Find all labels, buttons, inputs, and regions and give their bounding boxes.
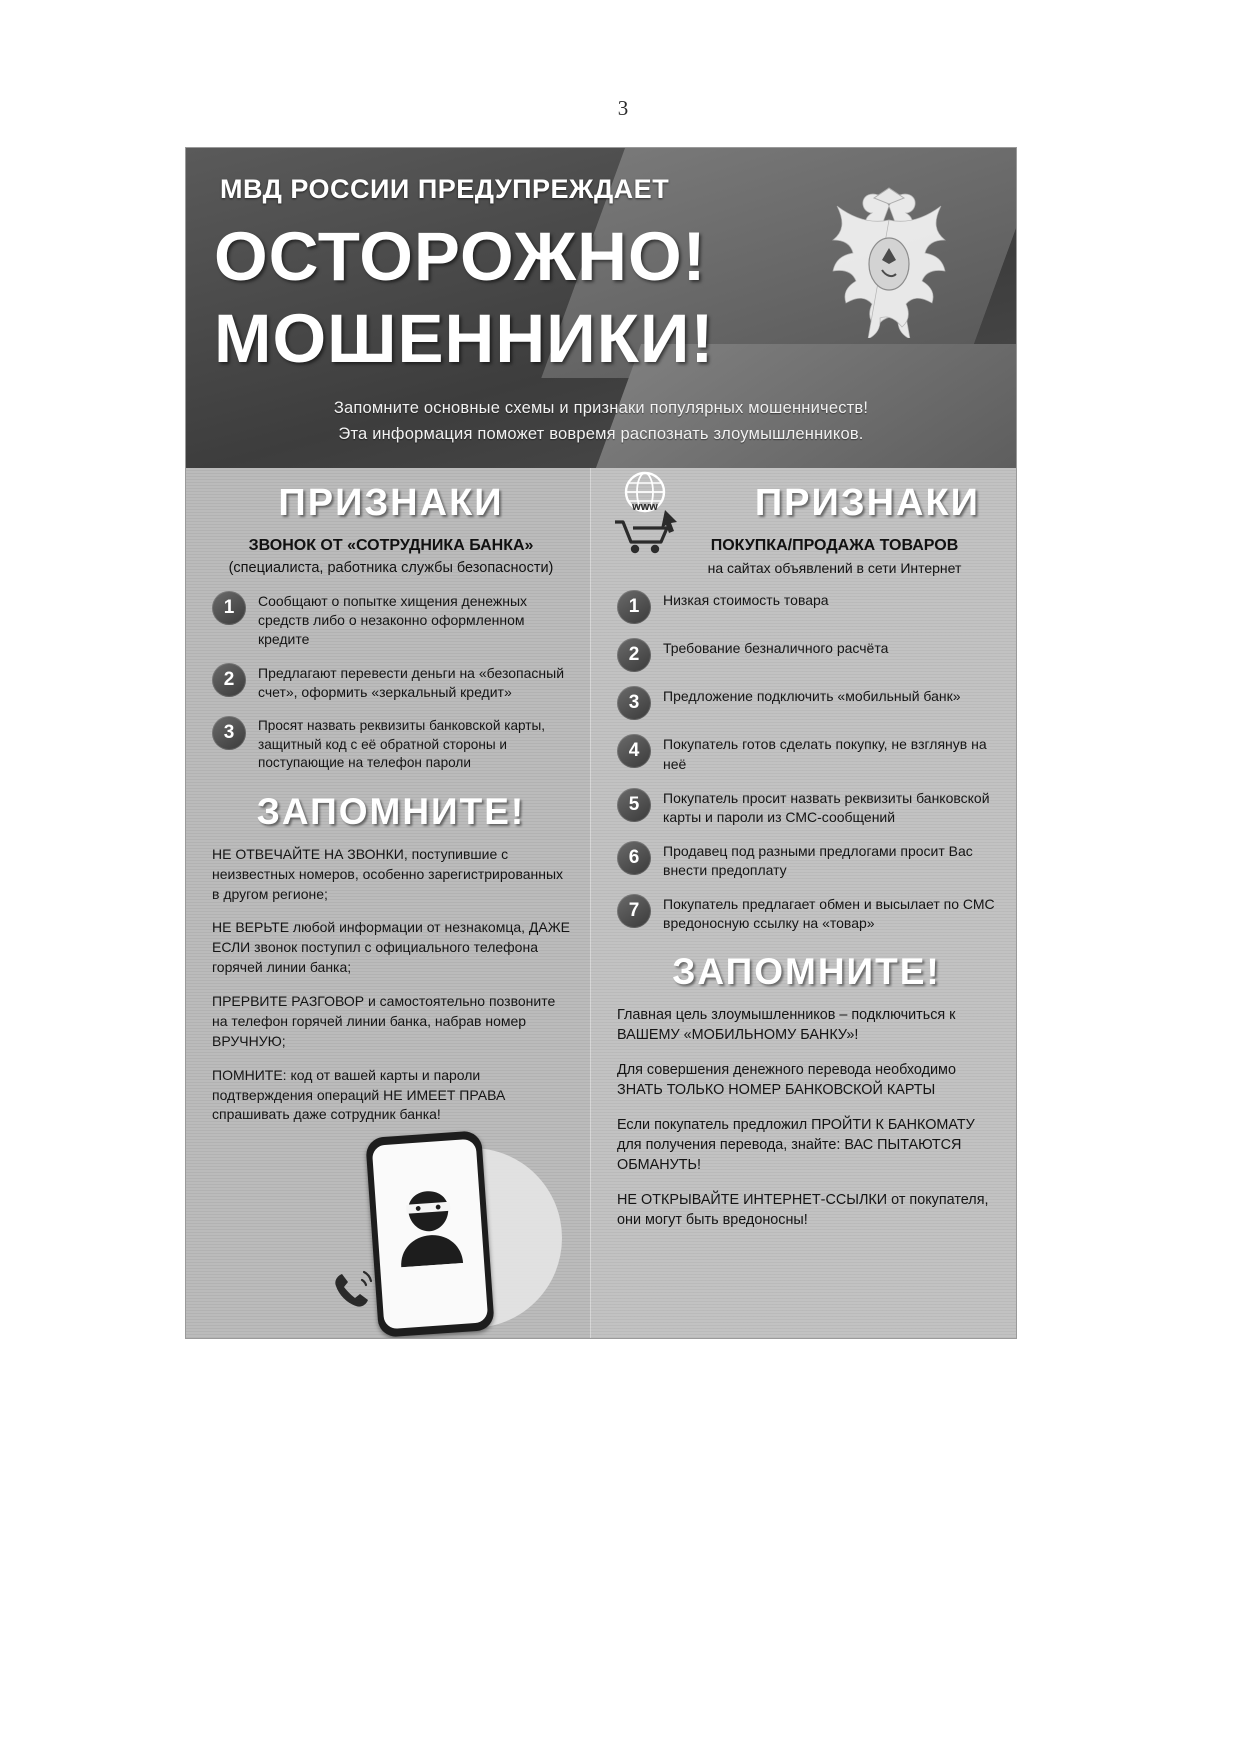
left-paragraph: ПРЕРВИТЕ РАЗГОВОР и самостоятельно позвоните на телефон горячей линии банка, набрав номер ВРУЧНУЮ; [212, 993, 556, 1049]
item-number-badge: 2 [212, 663, 246, 697]
phone-handset-icon [330, 1268, 374, 1312]
list-item [212, 590, 570, 649]
poster-title-line-2: МОШЕННИКИ! [214, 300, 715, 377]
smartphone-screen [372, 1139, 489, 1330]
item-number-badge: 7 [617, 894, 651, 928]
item-text: Просят назвать реквизиты банковской карты, защитный код с её обратной стороны и поступающие на телефон пароли [258, 718, 546, 771]
list-item [617, 840, 996, 880]
right-signs-list [617, 589, 996, 932]
right-lead-sub: на сайтах объявлений в сети Интернет [707, 559, 962, 576]
item-text: Покупатель готов сделать покупку, не взглянув на неё [663, 736, 987, 772]
thief-avatar-icon [387, 1176, 471, 1267]
list-item [617, 733, 996, 773]
column-online-trade-fraud [590, 468, 1016, 1338]
item-text: Покупатель просит назвать реквизиты банковской карты и пароли из СМС-сообщений [663, 789, 990, 825]
left-paragraph: ПОМНИТЕ: код от вашей карты и пароли подтверждения операций НЕ ИМЕЕТ ПРАВА спрашивать даже сотрудник банка! [212, 1066, 506, 1123]
item-text: Продавец под разными предлогами просит Вас внести предоплату [663, 842, 973, 878]
poster-subhead [186, 396, 1016, 447]
item-text: Покупатель предлагает обмен и высылает по СМС вредоносную ссылку на «товар» [663, 895, 995, 931]
item-text: Предлагают перевести деньги на «безопасный счет», оформить «зеркальный кредит» [258, 665, 565, 701]
svg-text:www: www [632, 501, 658, 513]
subhead-line-1: Запомните основные схемы и признаки популярных мошенничеств! [333, 399, 869, 417]
list-item [617, 589, 996, 624]
list-item [617, 685, 996, 720]
list-item [212, 662, 570, 702]
page-number: 3 [617, 96, 629, 120]
right-section-title: ПРИЗНАКИ [754, 482, 980, 524]
list-item [617, 787, 996, 827]
left-lead [212, 535, 570, 578]
left-lead-sub: (специалиста, работника службы безопасности) [228, 559, 554, 576]
item-text: Требование безналичного расчёта [663, 640, 889, 657]
item-number-badge: 3 [212, 716, 246, 750]
item-number-badge: 1 [617, 590, 651, 624]
item-text: Низкая стоимость товара [663, 592, 829, 609]
poster-columns [186, 468, 1016, 1338]
right-paragraph: Если покупатель предложил ПРОЙТИ К БАНКОМАТУ для получения перевода, знайте: ВАС ПЫТАЮТСЯ ОБМАНУТЬ! [617, 1116, 975, 1174]
item-number-badge: 4 [617, 734, 651, 768]
list-item [617, 893, 996, 933]
double-headed-eagle-emblem [804, 178, 974, 338]
right-paragraph: НЕ ОТКРЫВАЙТЕ ИНТЕРНЕТ-ССЫЛКИ от покупателя, они могут быть вредоносны! [617, 1191, 989, 1229]
poster-title-line-1: ОСТОРОЖНО! [214, 218, 707, 295]
smartphone-with-thief-illustration [316, 1124, 566, 1334]
right-paragraph: Для совершения денежного перевода необходимо ЗНАТЬ ТОЛЬКО НОМЕР БАНКОВСКОЙ КАРТЫ [617, 1061, 956, 1099]
agency-warning-line: МВД РОССИИ ПРЕДУПРЕЖДАЕТ [220, 174, 670, 204]
left-paragraph: НЕ ВЕРЬТЕ любой информации от незнакомца, ДАЖЕ ЕСЛИ звонок поступил с официального телефона горячей линии банка; [212, 919, 570, 976]
subhead-line-2: Эта информация поможет вовремя распознать злоумышленников. [338, 424, 864, 443]
item-number-badge: 5 [617, 788, 651, 822]
column-phone-fraud [186, 468, 590, 1338]
left-lead-main: ЗВОНОК ОТ «СОТРУДНИКА БАНКА» [248, 537, 534, 554]
item-number-badge: 3 [617, 686, 651, 720]
smartphone-icon [365, 1130, 495, 1338]
item-number-badge: 2 [617, 638, 651, 672]
item-number-badge: 1 [212, 591, 246, 625]
right-remember-title: ЗАПОМНИТЕ! [672, 950, 941, 992]
right-paragraph: Главная цель злоумышленников – подключиться к ВАШЕМУ «МОБИЛЬНОМУ БАНКУ»! [617, 1006, 956, 1044]
left-signs-list [212, 590, 570, 773]
list-item [212, 715, 570, 772]
item-text: Предложение подключить «мобильный банк» [663, 688, 961, 705]
right-lead-main: ПОКУПКА/ПРОДАЖА ТОВАРОВ [710, 537, 959, 554]
right-lead [673, 535, 996, 577]
left-section-title: ПРИЗНАКИ [278, 482, 504, 524]
globe-and-shopping-cart-icon [609, 470, 687, 556]
poster-header [186, 148, 1016, 468]
item-number-badge: 6 [617, 841, 651, 875]
left-paragraph: НЕ ОТВЕЧАЙТЕ НА ЗВОНКИ, поступившие с неизвестных номеров, особенно зарегистрированных в другом регионе; [212, 845, 564, 902]
list-item [617, 637, 996, 672]
left-remember-title: ЗАПОМНИТЕ! [256, 790, 526, 832]
item-text: Сообщают о попытке хищения денежных средств либо о незаконно оформленном кредите [258, 593, 528, 648]
fraud-warning-poster [186, 148, 1016, 1338]
